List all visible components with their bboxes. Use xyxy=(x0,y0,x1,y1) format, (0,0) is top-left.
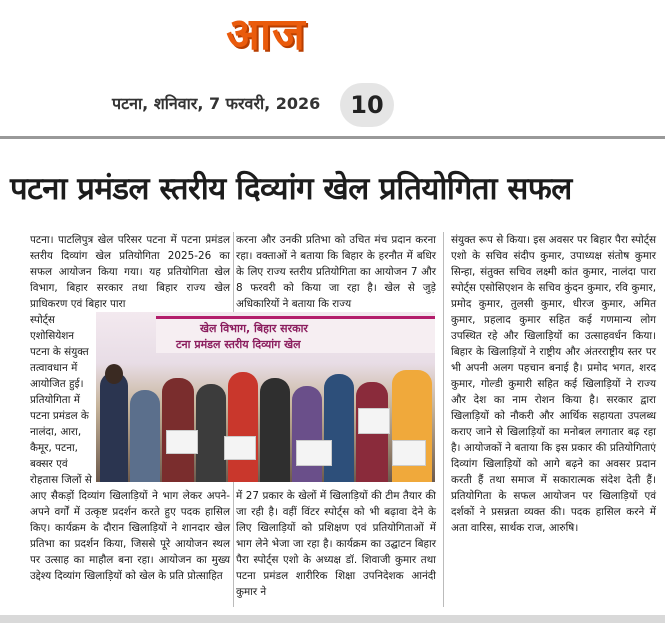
photo-figure-head xyxy=(105,364,123,384)
certificate xyxy=(224,436,256,460)
column-divider xyxy=(443,232,444,607)
photo-figure xyxy=(260,378,290,482)
masthead xyxy=(0,0,665,132)
banner-line-2: टना प्रमंडल स्तरीय दिव्यांग खेल xyxy=(176,338,301,351)
banner-line-1: खेल विभाग, बिहार सरकार xyxy=(200,322,308,335)
footer-divider xyxy=(0,615,665,623)
logo-text: आज xyxy=(226,9,306,60)
photo-figure xyxy=(228,372,258,482)
certificate xyxy=(296,440,332,466)
newspaper-logo[interactable] xyxy=(203,4,329,74)
article-column-2-top: करना और उनकी प्रतिभा को उचित मंच प्रदान करना रहा। वक्ताओं ने बताया कि बिहार के हरनौत में बधिर के लिए राज्य स्तरीय प्रतियोगिता का आयोजन 7 और 8 फरवरी को किया जा रहा है। खेल से जुड़े अधिकारियों ने बताया कि राज्य xyxy=(236,234,436,310)
article-column-1-bottom: आए सैकड़ों दिव्यांग खिलाड़ियों ने भाग लेकर अपने-अपने वर्गों में उत्कृष्ट प्रदर्शन करते हुए पदक हासिल किए। कार्यक्रम के दौरान खिलाड़ियों ने शानदार खेल प्रतिभा का प्रदर्शन किया, जिससे पूरे आयोजन स्थल पर उत्साह का माहौल बना रहा। आयोजन का मुख्य उद्देश्य दिव्यांग खिलाड़ियों को खेल के प्रति प्रोत्साहित xyxy=(30,490,230,582)
photo-figure xyxy=(292,386,322,482)
article-column-2-bottom: में 27 प्रकार के खेलों में खिलाड़ियों की टीम तैयार की जा रही है। वहीं विंटर स्पोर्ट्स को भी बढ़ावा देने के लिए खिलाड़ियों को प्रशिक्षण एवं प्रतियोगिताओं में भाग लेने भेजा जा रहा है। कार्यक्रम का उद्घाटन बिहार पैरा स्पोर्ट्स एशो के अध्यक्ष डॉ. शिवाजी कुमार तथा पटना प्रमंडल शारीरिक शिक्षा उपनिदेशक आनंदी कुमार ने xyxy=(236,490,436,598)
article-column-1-side: स्पोर्ट्स एशोसियेशन पटना के संयुक्त तत्वावधान में आयोजित हुई। प्रतियोगिता में पटना प्रमंडल के नालंदा, आरा, कैमूर, पटना, बक्सर एवं रोहतास जिलों से xyxy=(30,314,92,486)
certificate xyxy=(166,430,198,454)
article-photo[interactable] xyxy=(96,312,435,482)
certificate xyxy=(358,408,390,434)
certificate xyxy=(392,440,426,466)
photo-figure xyxy=(130,390,160,482)
article-headline: पटना प्रमंडल स्तरीय दिव्यांग खेल प्रतियोगिता सफल xyxy=(10,171,572,207)
header-divider xyxy=(0,136,665,139)
article-column-3: संयुक्त रूप से किया। इस अवसर पर बिहार पैरा स्पोर्ट्स एशो के सचिव संदीप कुमार, उपाध्यक्ष संतोष कुमार सिन्हा, संतुक्त सचिव लक्ष्मी कांत कुमार, नालंदा पारा स्पोर्ट्स एसोसिएशन के सचिव कुंदन कुमार, रवि कुमार, प्रमोद कुमार, तुलसी कुमार, धीरज कुमार, अमित कुमार, प्रहलाद कुमार सहित कई गणमान्य लोग उपस्थित रहे और खिलाड़ियों का उत्साहवर्धन किया। बिहार के खिलाड़ियों ने राष्ट्रीय और अंतरराष्ट्रीय स्तर पर भी अपनी अलग पहचान बनाई है। प्रमोद भगत, शरद कुमार, गोल्डी कुमारी सहित कई खिलाड़ियों ने राज्य और देश का नाम रोशन किया है। सरकार द्वारा खिलाड़ियों को नौकरी और आर्थिक सहायता उपलब्ध कराए जाने से खिलाड़ियों का मनोबल लगातार बढ़ रहा है। आयोजकों ने बताया कि इस प्रकार की प्रतियोगिताएं दिव्यांग खिलाड़ियों को आगे बढ़ने का अवसर प्रदान करती हैं तथा समाज में सकारात्मक संदेश देती हैं। प्रतियोगिता के सफल आयोजन पर खिलाड़ियों एवं दर्शकों ने प्रसन्नता व्यक्त की। पदक हासिल करने में अता वारिस, सार्थक राज, आरुषि। xyxy=(451,234,656,534)
page-number-badge: 10 xyxy=(340,83,394,127)
photo-figure xyxy=(100,372,128,482)
photo-figure xyxy=(196,384,226,482)
event-banner xyxy=(156,316,435,353)
article-column-1-top: पटना। पाटलिपुत्र खेल परिसर पटना में पटना प्रमंडल स्तरीय दिव्यांग खेल प्रतियोगिता 2025-26 का सफल आयोजन किया गया। यह प्रतियोगिता खेल विभाग, बिहार सरकार तथा बिहार राज्य खेल प्राधिकरण एवं बिहार पारा xyxy=(30,234,230,310)
dateline: पटना, शनिवार, 7 फरवरी, 2026 xyxy=(112,94,321,113)
